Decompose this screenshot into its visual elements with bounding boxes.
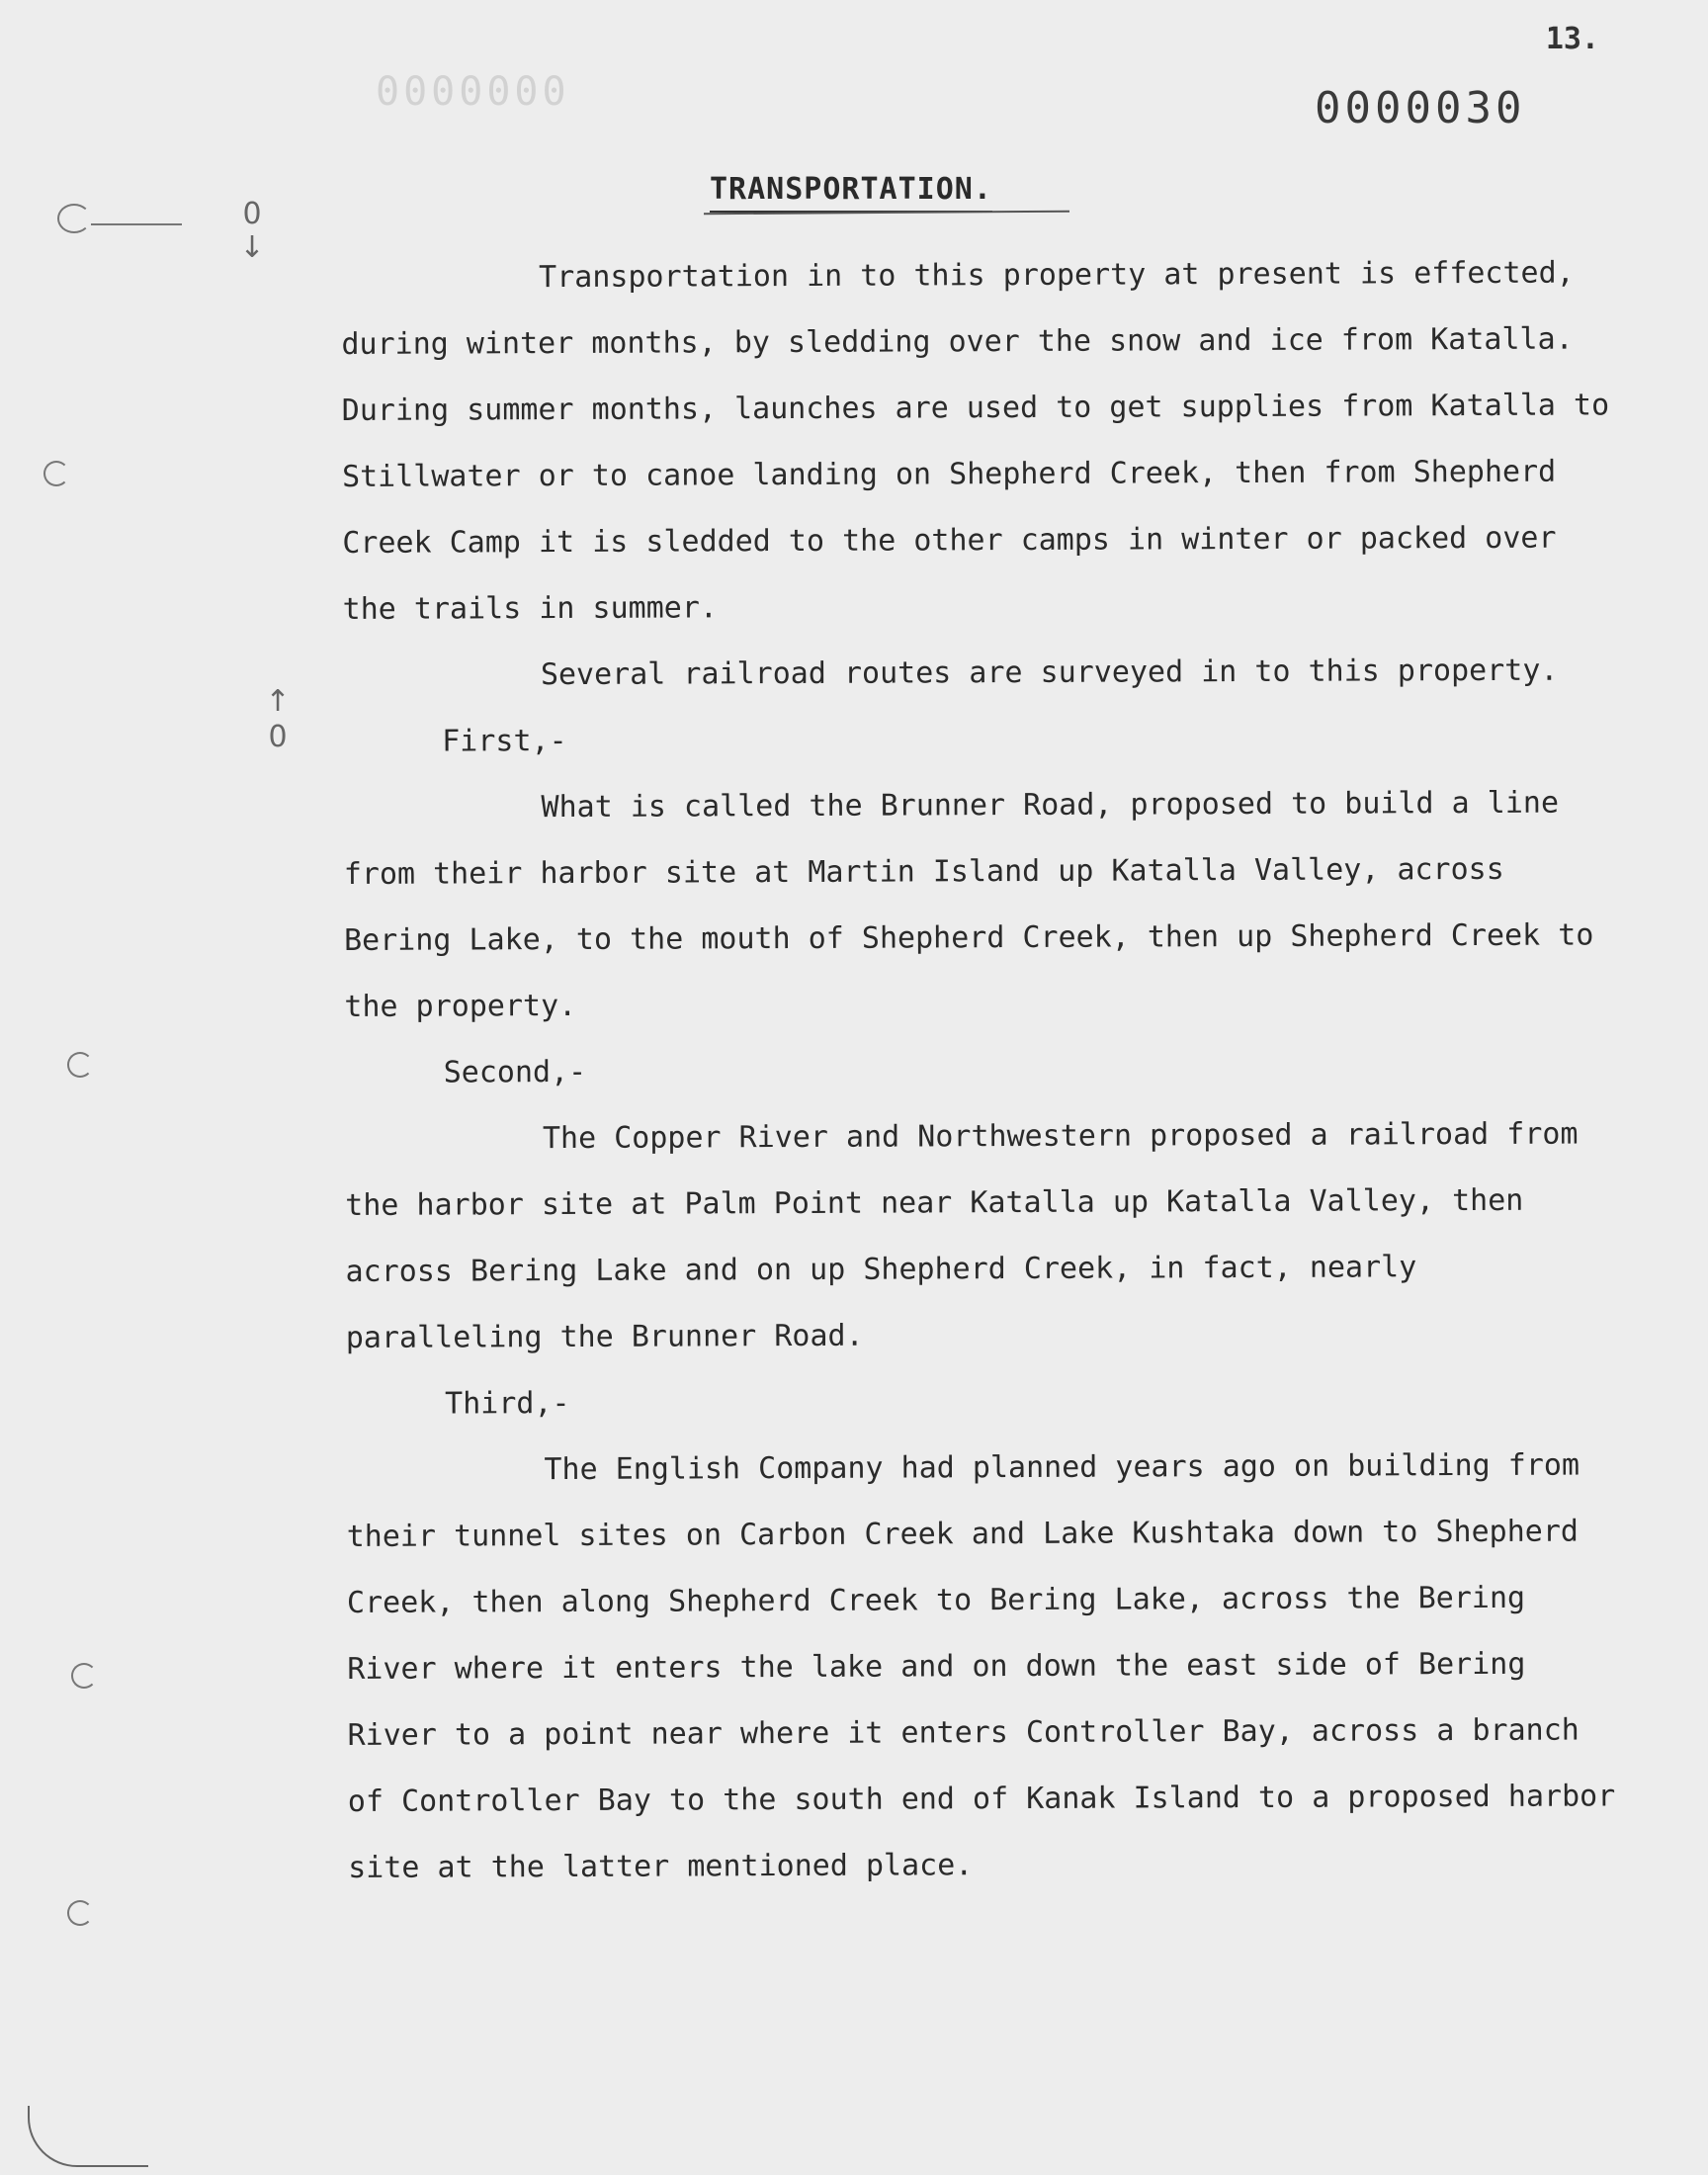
section-title: TRANSPORTATION. bbox=[710, 172, 992, 213]
punch-hole bbox=[57, 204, 91, 233]
punch-hole bbox=[71, 1663, 97, 1689]
punch-hole bbox=[67, 1052, 93, 1078]
punch-hole bbox=[67, 1900, 93, 1926]
paragraph-transportation: Transportation in to this property at present is effected, during winter months, by sledding over the snow and ice from Katalla. During summer months, launches are used to get supplies from Katalla to Stillwater or to canoe landing on Shepherd Creek, then from Shepherd Creek Camp it is sledded to the other camps in winter or packed over the trails in summer. bbox=[341, 255, 1610, 627]
route-text-second: The Copper River and Northwestern proposed a railroad from the harbor site at Palm Point near Katalla up Katalla Valley, then across Bering Lake and on up Shepherd Creek, in fact, nearly paralleling the Brunner Road. bbox=[345, 1116, 1579, 1355]
route-text-first: What is called the Brunner Road, proposed to build a line from their harbor site at Martin Island up Katalla Valley, across Bering Lake, to the mouth of Shepherd Creek, then up Shepherd Creek to the property. bbox=[343, 785, 1594, 1024]
pencil-line bbox=[91, 223, 182, 225]
route-heading-second: Second,- bbox=[443, 1054, 587, 1090]
route-heading-first: First,- bbox=[442, 724, 567, 759]
route-text-third: The English Company had planned years ago on building from their tunnel sites on Carbon Creek and Lake Kushtaka down to Shepherd Creek, then along Shepherd Creek to Bering Lake, across the Bering River where it enters the lake and on down the east side of Bering River to a point near where it enters Controller Bay, across a branch of Controller Bay to the south end of Kanak Island to a proposed harbor site at the latter mentioned place. bbox=[346, 1447, 1616, 1885]
margin-mark-middle: ↑ 0 bbox=[265, 684, 291, 754]
route-heading-third: Third,- bbox=[445, 1386, 570, 1422]
bleed-through-number: 0000000 bbox=[376, 69, 570, 115]
page-number: 13. bbox=[1545, 22, 1599, 56]
punch-hole bbox=[43, 461, 69, 486]
body-text bbox=[341, 239, 1633, 1901]
document-id-stamp: 0000030 bbox=[1315, 83, 1526, 133]
margin-mark-top: 0 ↓ bbox=[239, 197, 265, 265]
paragraph-railroad-routes: Several railroad routes are surveyed in to this property. bbox=[540, 652, 1559, 693]
page-corner-edge bbox=[28, 2106, 148, 2167]
